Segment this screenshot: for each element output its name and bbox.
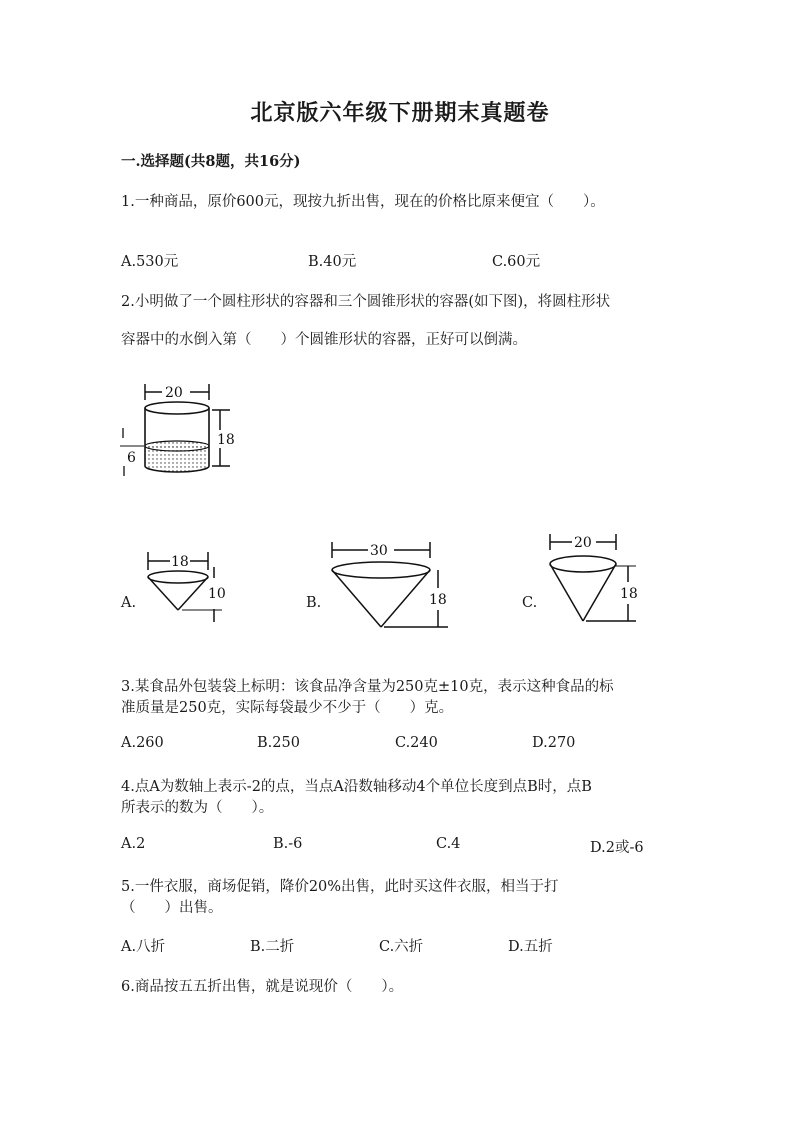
question-6-text: 6.商品按五五折出售，就是说现价（ ）。 xyxy=(121,979,404,995)
page-title: 北京版六年级下册期末真题卷 xyxy=(250,100,550,126)
question-1-text: 1.一种商品，原价600元，现按九折出售，现在的价格比原来便宜（ ）。 xyxy=(121,194,605,210)
cone-c-label: C. xyxy=(522,595,538,611)
question-3-option-a: A.260 xyxy=(121,735,164,751)
cylinder-figure xyxy=(120,378,240,483)
cylinder-height-label: 18 xyxy=(217,432,235,448)
cone-b-diameter-label: 30 xyxy=(370,543,388,559)
cylinder-water-label: 6 xyxy=(127,450,136,466)
question-5-line-2: （ ）出售。 xyxy=(121,900,223,916)
question-3-line-1: 3.某食品外包装袋上标明：该食品净含量为250克±10克，表示这种食品的标 xyxy=(121,679,614,695)
question-5-option-a: A.八折 xyxy=(121,939,166,955)
question-2-line-1: 2.小明做了一个圆柱形状的容器和三个圆锥形状的容器(如下图)，将圆柱形状 xyxy=(121,294,611,310)
question-4-line-1: 4.点A为数轴上表示-2的点，当点A沿数轴移动4个单位长度到点B时，点B xyxy=(121,779,592,795)
question-4-option-b: B.-6 xyxy=(273,836,303,852)
question-2-line-2: 容器中的水倒入第（ ）个圆锥形状的容器，正好可以倒满。 xyxy=(121,332,527,348)
cone-a-figure xyxy=(142,546,242,628)
question-3-option-c: C.240 xyxy=(395,735,438,751)
cone-b-figure xyxy=(326,538,456,633)
question-4-option-d: D.2或-6 xyxy=(590,840,644,856)
question-3-line-2: 准质量是250克，实际每袋最少不少于（ ）克。 xyxy=(121,700,454,716)
cone-c-figure xyxy=(544,530,654,630)
question-5-option-c: C.六折 xyxy=(379,939,424,955)
question-5-option-d: D.五折 xyxy=(508,939,553,955)
cone-a-height-label: 10 xyxy=(208,586,226,602)
section-heading: 一.选择题(共8题，共16分) xyxy=(121,153,301,170)
question-1-option-a: A.530元 xyxy=(121,254,179,270)
question-4-option-c: C.4 xyxy=(436,836,461,852)
cone-c-diameter-label: 20 xyxy=(574,535,592,551)
cylinder-diameter-label: 20 xyxy=(165,385,183,401)
cone-a-label: A. xyxy=(121,595,137,611)
cone-c-height-label: 18 xyxy=(620,586,638,602)
question-3-option-b: B.250 xyxy=(257,735,300,751)
question-3-option-d: D.270 xyxy=(532,735,576,751)
question-5-option-b: B.二折 xyxy=(250,939,295,955)
question-4-option-a: A.2 xyxy=(121,836,146,852)
cone-b-label: B. xyxy=(306,595,322,611)
question-1-option-b: B.40元 xyxy=(308,254,357,270)
question-5-line-1: 5.一件衣服，商场促销，降价20%出售，此时买这件衣服，相当于打 xyxy=(121,879,559,895)
question-1-option-c: C.60元 xyxy=(492,254,541,270)
cone-a-diameter-label: 18 xyxy=(171,554,189,570)
cone-b-height-label: 18 xyxy=(429,592,447,608)
question-4-line-2: 所表示的数为（ ）。 xyxy=(121,800,274,816)
